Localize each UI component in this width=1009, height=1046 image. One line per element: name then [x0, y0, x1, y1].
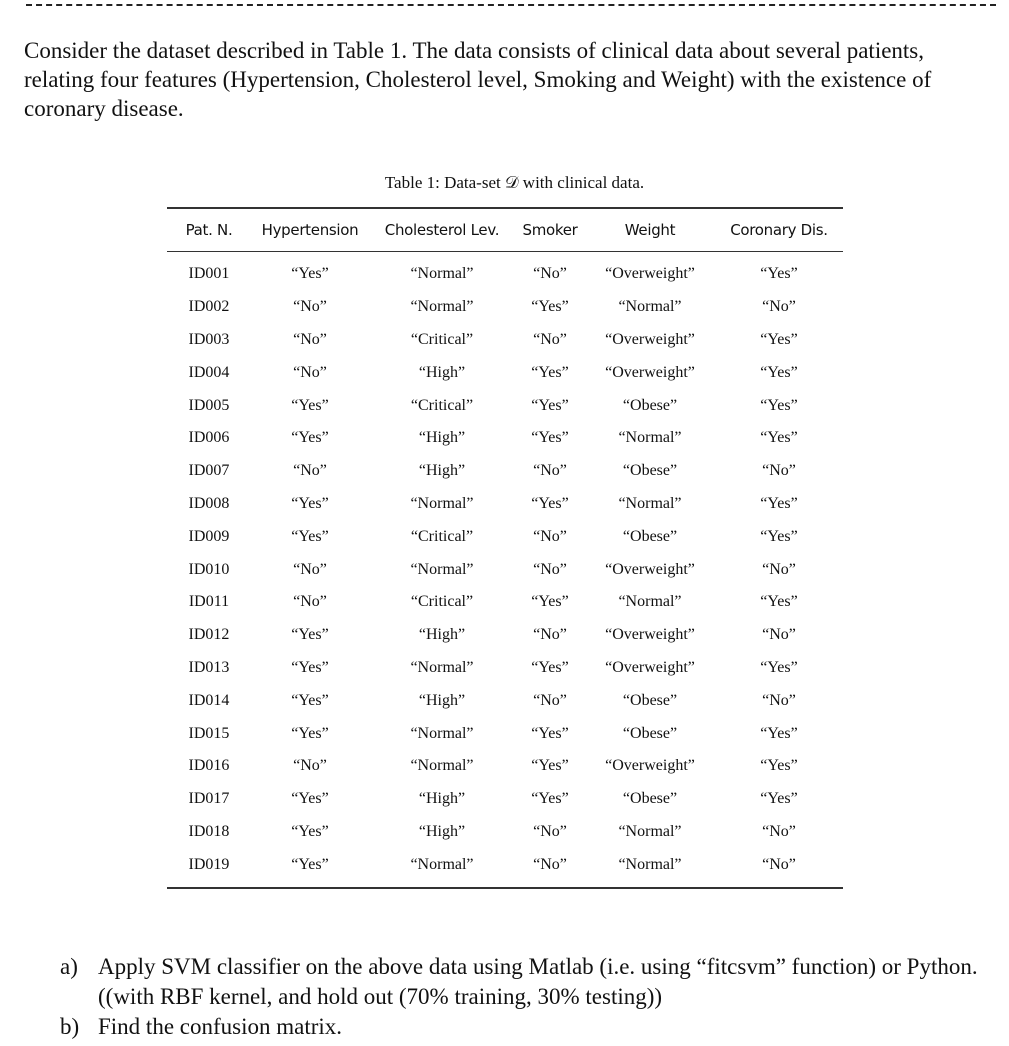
header-coronary-disease: Coronary Dis.	[715, 208, 843, 252]
cell-smoker: “Yes”	[531, 790, 569, 808]
table-row	[167, 324, 843, 357]
cell-hypertension: “Yes”	[291, 691, 329, 709]
cell-weight: “Obese”	[622, 527, 678, 545]
table-row	[167, 652, 843, 685]
cell-hypertension: “No”	[293, 363, 327, 381]
cell-cholesterol-level: “High”	[418, 790, 466, 808]
cell-smoker: “No”	[533, 560, 567, 578]
cell-cholesterol-level: “High”	[418, 691, 466, 709]
cell-weight: “Normal”	[618, 593, 682, 611]
table-row	[167, 717, 843, 750]
cell-weight: “Normal”	[618, 822, 682, 840]
table-row	[167, 356, 843, 389]
cell-hypertension: “Yes”	[291, 822, 329, 840]
cell-coronary-disease: “Yes”	[760, 724, 798, 742]
cell-patient-number: ID010	[188, 560, 230, 578]
table-row	[167, 586, 843, 619]
cell-patient-number: ID015	[188, 724, 230, 742]
cell-weight: “Normal”	[618, 298, 682, 316]
question-letter: b)	[60, 1014, 80, 1039]
intro-paragraph: Consider the dataset described in Table 1. The data consists of clinical data about several patients, relating four features (Hypertension, Cholesterol level, Smoking and Weight) with the existence of coronary disease.	[24, 38, 932, 121]
cell-weight: “Overweight”	[605, 363, 695, 381]
cell-hypertension: “Yes”	[291, 265, 329, 283]
cell-cholesterol-level: “Normal”	[369, 848, 515, 888]
cell-cholesterol-level: “High”	[418, 626, 466, 644]
cell-weight: “Normal”	[618, 429, 682, 447]
cell-smoker: “No”	[533, 626, 567, 644]
table-row	[167, 816, 843, 849]
cell-patient-number: ID013	[188, 658, 230, 676]
question-text: Find the confusion matrix.	[98, 1014, 343, 1039]
cell-coronary-disease: “No”	[762, 560, 796, 578]
cell-cholesterol-level: “Normal”	[410, 658, 474, 676]
cell-weight: “Overweight”	[605, 560, 695, 578]
header-weight: Weight	[585, 208, 715, 252]
cell-hypertension: “Yes”	[291, 494, 329, 512]
table-row	[167, 422, 843, 455]
clinical-data-table	[167, 207, 843, 889]
cell-hypertension: “Yes”	[291, 658, 329, 676]
header-cholesterol-level: Cholesterol Lev.	[369, 208, 515, 252]
cell-weight: “Overweight”	[605, 626, 695, 644]
cell-weight: “Overweight”	[605, 658, 695, 676]
cell-smoker: “Yes”	[531, 494, 569, 512]
cell-coronary-disease: “Yes”	[760, 330, 798, 348]
cell-smoker: “No”	[533, 330, 567, 348]
top-dashed-divider	[26, 4, 996, 6]
cell-smoker: “No”	[515, 848, 585, 888]
cell-cholesterol-level: “High”	[418, 822, 466, 840]
table-row	[167, 252, 843, 291]
cell-coronary-disease: “Yes”	[760, 429, 798, 447]
question-item	[60, 952, 1000, 1012]
cell-hypertension: “Yes”	[291, 626, 329, 644]
header-hypertension: Hypertension	[251, 208, 369, 252]
cell-weight: “Normal”	[585, 848, 715, 888]
cell-cholesterol-level: “High”	[418, 429, 466, 447]
question-list	[60, 952, 1000, 1042]
cell-cholesterol-level: “Normal”	[410, 265, 474, 283]
cell-coronary-disease: “Yes”	[760, 593, 798, 611]
cell-weight: “Overweight”	[605, 330, 695, 348]
cell-hypertension: “No”	[293, 757, 327, 775]
cell-smoker: “Yes”	[531, 396, 569, 414]
cell-coronary-disease: “No”	[762, 691, 796, 709]
cell-patient-number: ID006	[188, 429, 230, 447]
cell-smoker: “No”	[533, 822, 567, 840]
cell-coronary-disease: “Yes”	[760, 265, 798, 283]
cell-weight: “Obese”	[622, 724, 678, 742]
cell-coronary-disease: “Yes”	[760, 757, 798, 775]
cell-coronary-disease: “No”	[762, 298, 796, 316]
cell-smoker: “No”	[533, 527, 567, 545]
cell-patient-number: ID016	[188, 757, 230, 775]
cell-patient-number: ID018	[188, 822, 230, 840]
table-row	[167, 783, 843, 816]
header-smoker: Smoker	[515, 208, 585, 252]
cell-smoker: “No”	[533, 462, 567, 480]
cell-weight: “Normal”	[618, 494, 682, 512]
cell-patient-number: ID002	[188, 298, 230, 316]
cell-smoker: “Yes”	[531, 724, 569, 742]
cell-cholesterol-level: “Normal”	[410, 298, 474, 316]
cell-patient-number: ID014	[188, 691, 230, 709]
cell-hypertension: “Yes”	[291, 429, 329, 447]
cell-hypertension: “Yes”	[291, 396, 329, 414]
cell-hypertension: “No”	[293, 462, 327, 480]
cell-cholesterol-level: “Normal”	[410, 560, 474, 578]
cell-patient-number: ID004	[188, 363, 230, 381]
cell-hypertension: “No”	[293, 330, 327, 348]
table-row	[167, 389, 843, 422]
cell-coronary-disease: “No”	[715, 848, 843, 888]
cell-cholesterol-level: “Critical”	[410, 330, 474, 348]
question-item	[60, 1012, 1000, 1042]
cell-patient-number: ID017	[188, 790, 230, 808]
cell-coronary-disease: “Yes”	[760, 527, 798, 545]
question-letter: a)	[60, 954, 78, 979]
table-row	[167, 553, 843, 586]
cell-patient-number: ID007	[188, 462, 230, 480]
cell-hypertension: “Yes”	[251, 848, 369, 888]
cell-weight: “Overweight”	[605, 265, 695, 283]
cell-cholesterol-level: “Critical”	[410, 396, 474, 414]
table-row	[167, 619, 843, 652]
cell-smoker: “Yes”	[531, 757, 569, 775]
cell-hypertension: “No”	[293, 560, 327, 578]
table-body	[167, 252, 843, 889]
table-row	[167, 684, 843, 717]
question-text: Apply SVM classifier on the above data using Matlab (i.e. using “fitcsvm” function) or Python. ((with RBF kernel, and hold out (70% training, 30% testing))	[98, 954, 978, 1009]
cell-coronary-disease: “Yes”	[760, 658, 798, 676]
table-header-row	[167, 208, 843, 252]
cell-weight: “Overweight”	[605, 757, 695, 775]
cell-smoker: “Yes”	[531, 658, 569, 676]
cell-coronary-disease: “No”	[762, 626, 796, 644]
table-row	[167, 291, 843, 324]
cell-patient-number: ID012	[188, 626, 230, 644]
cell-patient-number: ID001	[188, 265, 230, 283]
cell-cholesterol-level: “High”	[418, 462, 466, 480]
cell-smoker: “Yes”	[531, 429, 569, 447]
table-row	[167, 455, 843, 488]
cell-hypertension: “Yes”	[291, 724, 329, 742]
cell-weight: “Obese”	[622, 396, 678, 414]
cell-smoker: “Yes”	[531, 593, 569, 611]
cell-hypertension: “Yes”	[291, 527, 329, 545]
cell-patient-number: ID011	[188, 593, 230, 611]
cell-weight: “Obese”	[622, 790, 678, 808]
table-row	[167, 520, 843, 553]
cell-weight: “Obese”	[622, 691, 678, 709]
cell-cholesterol-level: “Normal”	[410, 757, 474, 775]
cell-cholesterol-level: “Critical”	[410, 527, 474, 545]
cell-patient-number: ID019	[167, 848, 251, 888]
cell-cholesterol-level: “Normal”	[410, 494, 474, 512]
cell-hypertension: “No”	[293, 593, 327, 611]
table-row	[167, 848, 843, 888]
cell-coronary-disease: “No”	[762, 462, 796, 480]
table-row	[167, 488, 843, 521]
cell-hypertension: “No”	[293, 298, 327, 316]
table-caption-text: Table 1: Data-set 𝒟 with clinical data.	[384, 173, 645, 192]
cell-smoker: “Yes”	[531, 363, 569, 381]
cell-smoker: “No”	[533, 691, 567, 709]
cell-coronary-disease: “Yes”	[760, 790, 798, 808]
cell-patient-number: ID003	[188, 330, 230, 348]
cell-cholesterol-level: “Critical”	[410, 593, 474, 611]
table-row	[167, 750, 843, 783]
cell-patient-number: ID008	[188, 494, 230, 512]
cell-patient-number: ID005	[188, 396, 230, 414]
table-caption	[0, 173, 1009, 193]
cell-coronary-disease: “Yes”	[760, 494, 798, 512]
cell-coronary-disease: “Yes”	[760, 363, 798, 381]
cell-cholesterol-level: “High”	[418, 363, 466, 381]
cell-smoker: “No”	[533, 265, 567, 283]
cell-hypertension: “Yes”	[291, 790, 329, 808]
cell-cholesterol-level: “Normal”	[410, 724, 474, 742]
cell-patient-number: ID009	[188, 527, 230, 545]
cell-coronary-disease: “No”	[762, 822, 796, 840]
cell-smoker: “Yes”	[531, 298, 569, 316]
header-patient-number: Pat. N.	[167, 208, 251, 252]
cell-weight: “Obese”	[622, 462, 678, 480]
cell-coronary-disease: “Yes”	[760, 396, 798, 414]
